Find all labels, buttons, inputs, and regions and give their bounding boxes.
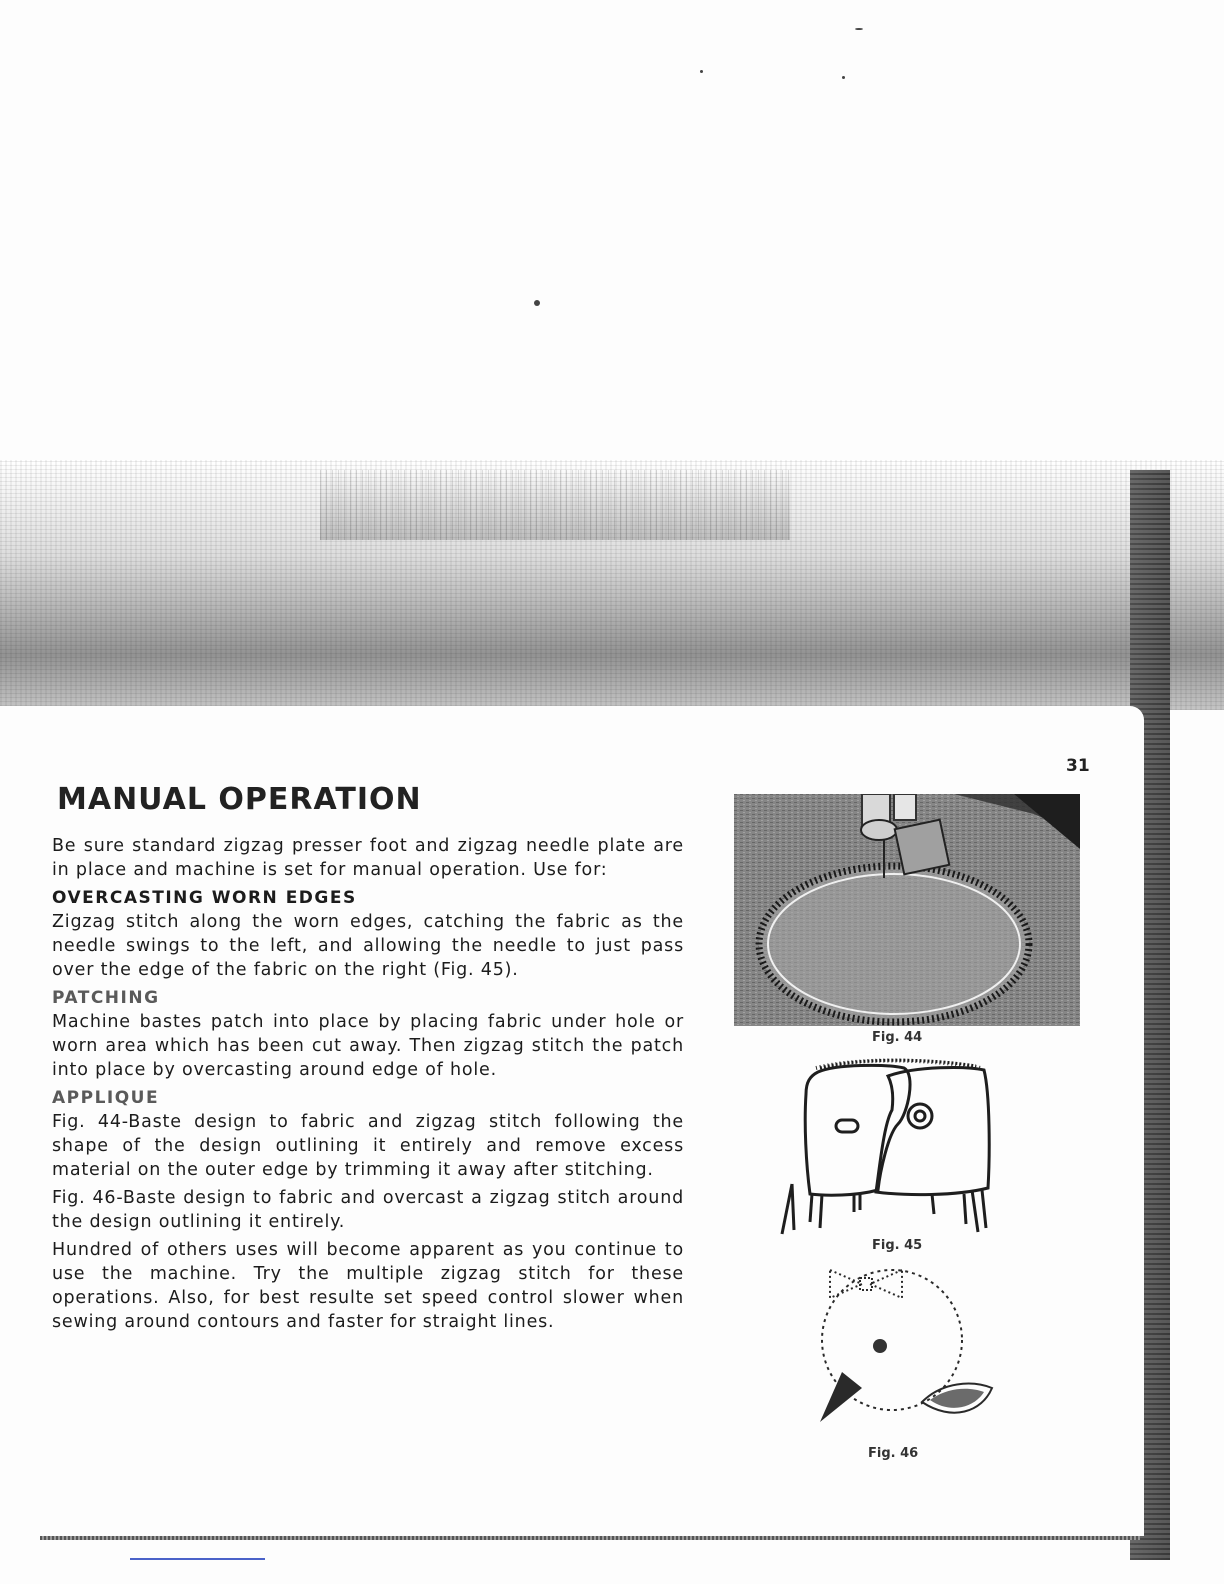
applique-paragraph-hints: Hundred of others uses will become apparent as you continue to use the machine. Try the multiple zigzag stitch for these operations. Also, for best resulte set speed control slower when sewing around contours and faster for straight lines. [52, 1240, 684, 1332]
patched-garment-icon [776, 1054, 1006, 1238]
page-title: MANUAL OPERATION [57, 782, 422, 817]
applique-design-icon [812, 1262, 1012, 1442]
scan-blue-line [130, 1558, 265, 1560]
body-text [52, 834, 684, 1338]
section-heading-applique: APPLIQUE [52, 1088, 160, 1108]
scan-speck [842, 76, 845, 79]
figure-45-label: Fig. 45 [872, 1238, 923, 1253]
applique-paragraph-fig46: Fig. 46-Baste design to fabric and overcast a zigzag stitch around the design outlining it entirely. [52, 1188, 684, 1232]
section-heading-overcasting: OVERCASTING WORN EDGES [52, 888, 357, 908]
figure-46 [812, 1262, 1012, 1442]
figure-46-label: Fig. 46 [868, 1446, 919, 1461]
scan-smudge-top [320, 470, 790, 540]
scan-speck [700, 70, 703, 73]
section-heading-patching: PATCHING [52, 988, 160, 1008]
scan-speck [534, 300, 540, 306]
page-number: 31 [1066, 756, 1090, 776]
figure-44-label: Fig. 44 [872, 1030, 923, 1045]
applique-paragraph-fig44: Fig. 44-Baste design to fabric and zigzag stitch following the shape of the design outlining it entirely and remove excess material on the outer edge by trimming it away after stitching. [52, 1112, 684, 1180]
overcasting-paragraph: Zigzag stitch along the worn edges, catching the fabric as the needle swings to the left, and allowing the needle to just pass over the edge of the fabric on the right (Fig. 45). [52, 912, 684, 980]
figure-44 [734, 794, 1080, 1026]
patching-paragraph: Machine bastes patch into place by placing fabric under hole or worn area which has been cut away. Then zigzag stitch the patch into place by overcasting around edge of hole. [52, 1012, 684, 1080]
applique-photo-icon [734, 794, 1080, 1026]
figure-45 [776, 1054, 1006, 1238]
scan-speck [855, 28, 863, 30]
intro-paragraph: Be sure standard zigzag presser foot and zigzag needle plate are in place and machine is set for manual operation. Use for: [52, 836, 684, 880]
